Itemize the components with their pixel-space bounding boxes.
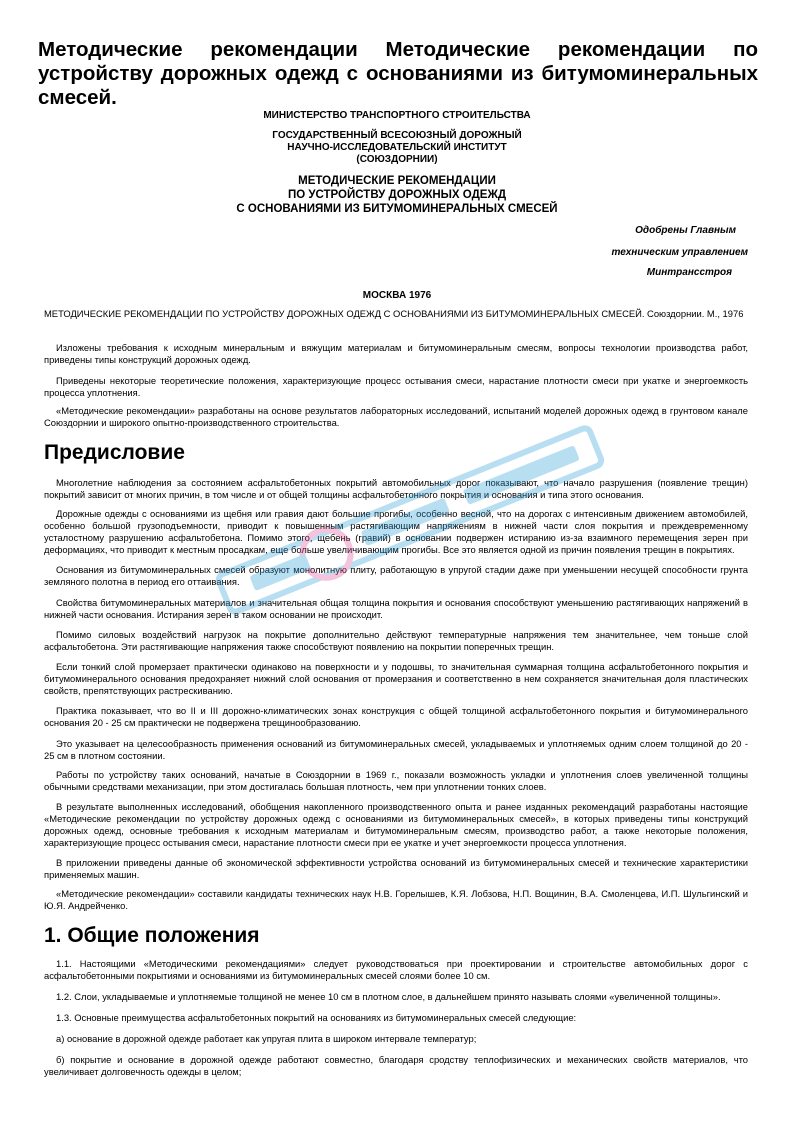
ministry-name: МИНИСТЕРСТВО ТРАНСПОРТНОГО СТРОИТЕЛЬСТВА bbox=[263, 110, 531, 121]
intro-paragraph-2: Изложены требования к исходным минеральным и вяжущим материалам и битумоминеральным смесям, вопросы технологии производства работ, приведены типы конструкций дорожных одежд. bbox=[44, 342, 748, 365]
page-title: Методические рекомендации Методические рекомендации по устройству дорожных одежд с основаниями из битумоминеральных смесей. bbox=[38, 38, 758, 109]
city-year: МОСКВА 1976 bbox=[362, 290, 432, 301]
approved-line-2: техническим управлением bbox=[611, 247, 748, 258]
institute-line-3: (СОЮЗДОРНИИ) bbox=[356, 154, 438, 165]
preface-paragraph: Многолетние наблюдения за состоянием асфальтобетонных покрытий автомобильных дорог показывают, что начало разрушения (появление трещин) покрытий зависит от многих причин, в том числе и от общей толщины асфальтобетонного покрытия и основания и типа этого основания. bbox=[44, 477, 748, 500]
section-1-paragraph: а) основание в дорожной одежде работает как упругая плита в широком интервале температур; bbox=[56, 1033, 477, 1044]
section-1-paragraph: б) покрытие и основание в дорожной одежде работают совместно, благодаря сродству теплофизических и механических свойств материалов, что увеличивает долговечность одежды в целом; bbox=[44, 1054, 748, 1077]
approved-line-1: Одобрены Главным bbox=[635, 225, 736, 236]
institute-line-1: ГОСУДАРСТВЕННЫЙ ВСЕСОЮЗНЫЙ ДОРОЖНЫЙ bbox=[272, 130, 522, 141]
section-1-paragraph: 1.2. Слои, укладываемые и уплотняемые толщиной не менее 10 см в плотном слое, в дальнейшем принято называть слоями «увеличенной толщины». bbox=[56, 991, 721, 1002]
intro-paragraph-3: Приведены некоторые теоретические положения, характеризующие процесс остывания смеси, нарастание плотности смеси при укатке и энергоемкость процесса уплотнения. bbox=[44, 375, 748, 398]
preface-paragraph: Свойства битумоминеральных материалов и значительная общая толщина покрытия и основания способствуют уменьшению растягивающих напряжений в нижней части основания. Истирания зерен в таком основании не происходит. bbox=[44, 597, 748, 620]
preface-paragraph: В результате выполненных исследований, обобщения накопленного производственного опыта и ранее изданных рекомендаций разработаны настоящие «Методические рекомендации по устройству дорожных одежд с основаниями из битумоминеральных смесей», в которых приведены типы конструкций дорожных одежд, основные требования к исходным материалам и битумоминеральным смесям, производство работ, а также некоторые положения, характеризующие процесс остывания смеси, нарастание плотности смеси при ее укатке и учет энергоемкости процесса уплотнения. bbox=[44, 801, 748, 848]
preface-paragraph: Это указывает на целесообразность применения оснований из битумоминеральных смесей, укладываемых и уплотняемых одним слоем толщиной до 20 - 25 см в плотном состоянии. bbox=[44, 738, 748, 761]
intro-paragraph-1: МЕТОДИЧЕСКИЕ РЕКОМЕНДАЦИИ ПО УСТРОЙСТВУ ДОРОЖНЫХ ОДЕЖД С ОСНОВАНИЯМИ ИЗ БИТУМОМИНЕРАЛЬНЫХ СМЕСЕЙ. Союздорнии. М., 1976 bbox=[44, 308, 744, 319]
approved-line-3: Минтрансстроя bbox=[646, 267, 732, 278]
preface-paragraph: Дорожные одежды с основаниями из щебня или гравия дают большие прогибы, особенно весной, что на дорогах с интенсивным движением автомобилей, особенно большой грузоподъемности, приводит к повышенным растягивающим напряжениям в нижней части слоя покрытия и преждевременному усталостному разрушению асфальтобетона. Помимо этого, щебень (гравий) в основании подвержен истиранию из-за взаимного перемещения зерен при деформациях, что приводит к местным просадкам, еще больше увеличивающим прогибы. Все это является одной из причин появления трещин в покрытиях. bbox=[44, 508, 748, 555]
preface-paragraph: Работы по устройству таких оснований, начатые в Союздорнии в 1969 г., показали возможность укладки и уплотнения слоев увеличенной толщины обычными средствами механизации, при этом достигалась большая плотность, чем при уплотнении тонких слоев. bbox=[44, 769, 748, 792]
preface-paragraph: Если тонкий слой промерзает практически одинаково на поверхности и у подошвы, то значительная суммарная толщина асфальтобетонного покрытия и битумоминерального основания предохраняет нижний слой основания от промерзания и соответственно в нем сохраняется значительная доля пластических свойств, препятствующих растрескиванию. bbox=[44, 661, 748, 696]
preface-paragraph: Помимо силовых воздействий нагрузок на покрытие дополнительно действуют температурные напряжения тем значительнее, чем тоньше слой асфальтобетона. Эти растягивающие напряжения также способствуют появлению на покрытии поперечных трещин. bbox=[44, 629, 748, 652]
doc-name-line-1: МЕТОДИЧЕСКИЕ РЕКОМЕНДАЦИИ bbox=[298, 175, 496, 187]
section-1-heading: 1. Общие положения bbox=[44, 924, 260, 947]
section-1-paragraph: 1.1. Настоящими «Методическими рекомендациями» следует руководствоваться при проектировании и строительстве автомобильных дорог с асфальтобетонными покрытиями и основаниями из битумоминеральных смесей слоями более 10 см. bbox=[44, 958, 748, 981]
doc-name-line-2: ПО УСТРОЙСТВУ ДОРОЖНЫХ ОДЕЖД bbox=[287, 189, 507, 201]
section-1-paragraph: 1.3. Основные преимущества асфальтобетонных покрытий на основаниях из битумоминеральных смесей следующие: bbox=[56, 1012, 577, 1023]
preface-paragraph: Основания из битумоминеральных смесей образуют монолитную плиту, работающую в упругой стадии даже при уменьшении несущей способности грунта земляного полотна в период его оттаивания. bbox=[44, 564, 748, 587]
preface-paragraph: В приложении приведены данные об экономической эффективности устройства оснований из битумоминеральных смесей и технические характеристики применяемых машин. bbox=[44, 857, 748, 880]
doc-name-line-3: С ОСНОВАНИЯМИ ИЗ БИТУМОМИНЕРАЛЬНЫХ СМЕСЕЙ bbox=[236, 203, 558, 215]
preface-heading: Предисловие bbox=[44, 441, 185, 464]
preface-paragraph: Практика показывает, что во II и III дорожно-климатических зонах конструкция с общей толщиной асфальтобетонного покрытия и битумоминерального основания 20 - 25 см практически не подвержена трещинообразованию. bbox=[44, 705, 748, 728]
institute-line-2: НАУЧНО-ИССЛЕДОВАТЕЛЬСКИЙ ИНСТИТУТ bbox=[287, 142, 507, 153]
preface-paragraph: «Методические рекомендации» составили кандидаты технических наук Н.В. Горелышев, К.Я. Лобзова, Н.П. Вощинин, В.А. Смоленцева, И.П. Шульгинский и Ю.Я. Андрейченко. bbox=[44, 888, 748, 911]
intro-paragraph-4: «Методические рекомендации» разработаны на основе результатов лабораторных исследований, испытаний моделей дорожных одежд в грунтовом канале Союздорнии и широкого опытно-производственного строительства. bbox=[44, 405, 748, 428]
